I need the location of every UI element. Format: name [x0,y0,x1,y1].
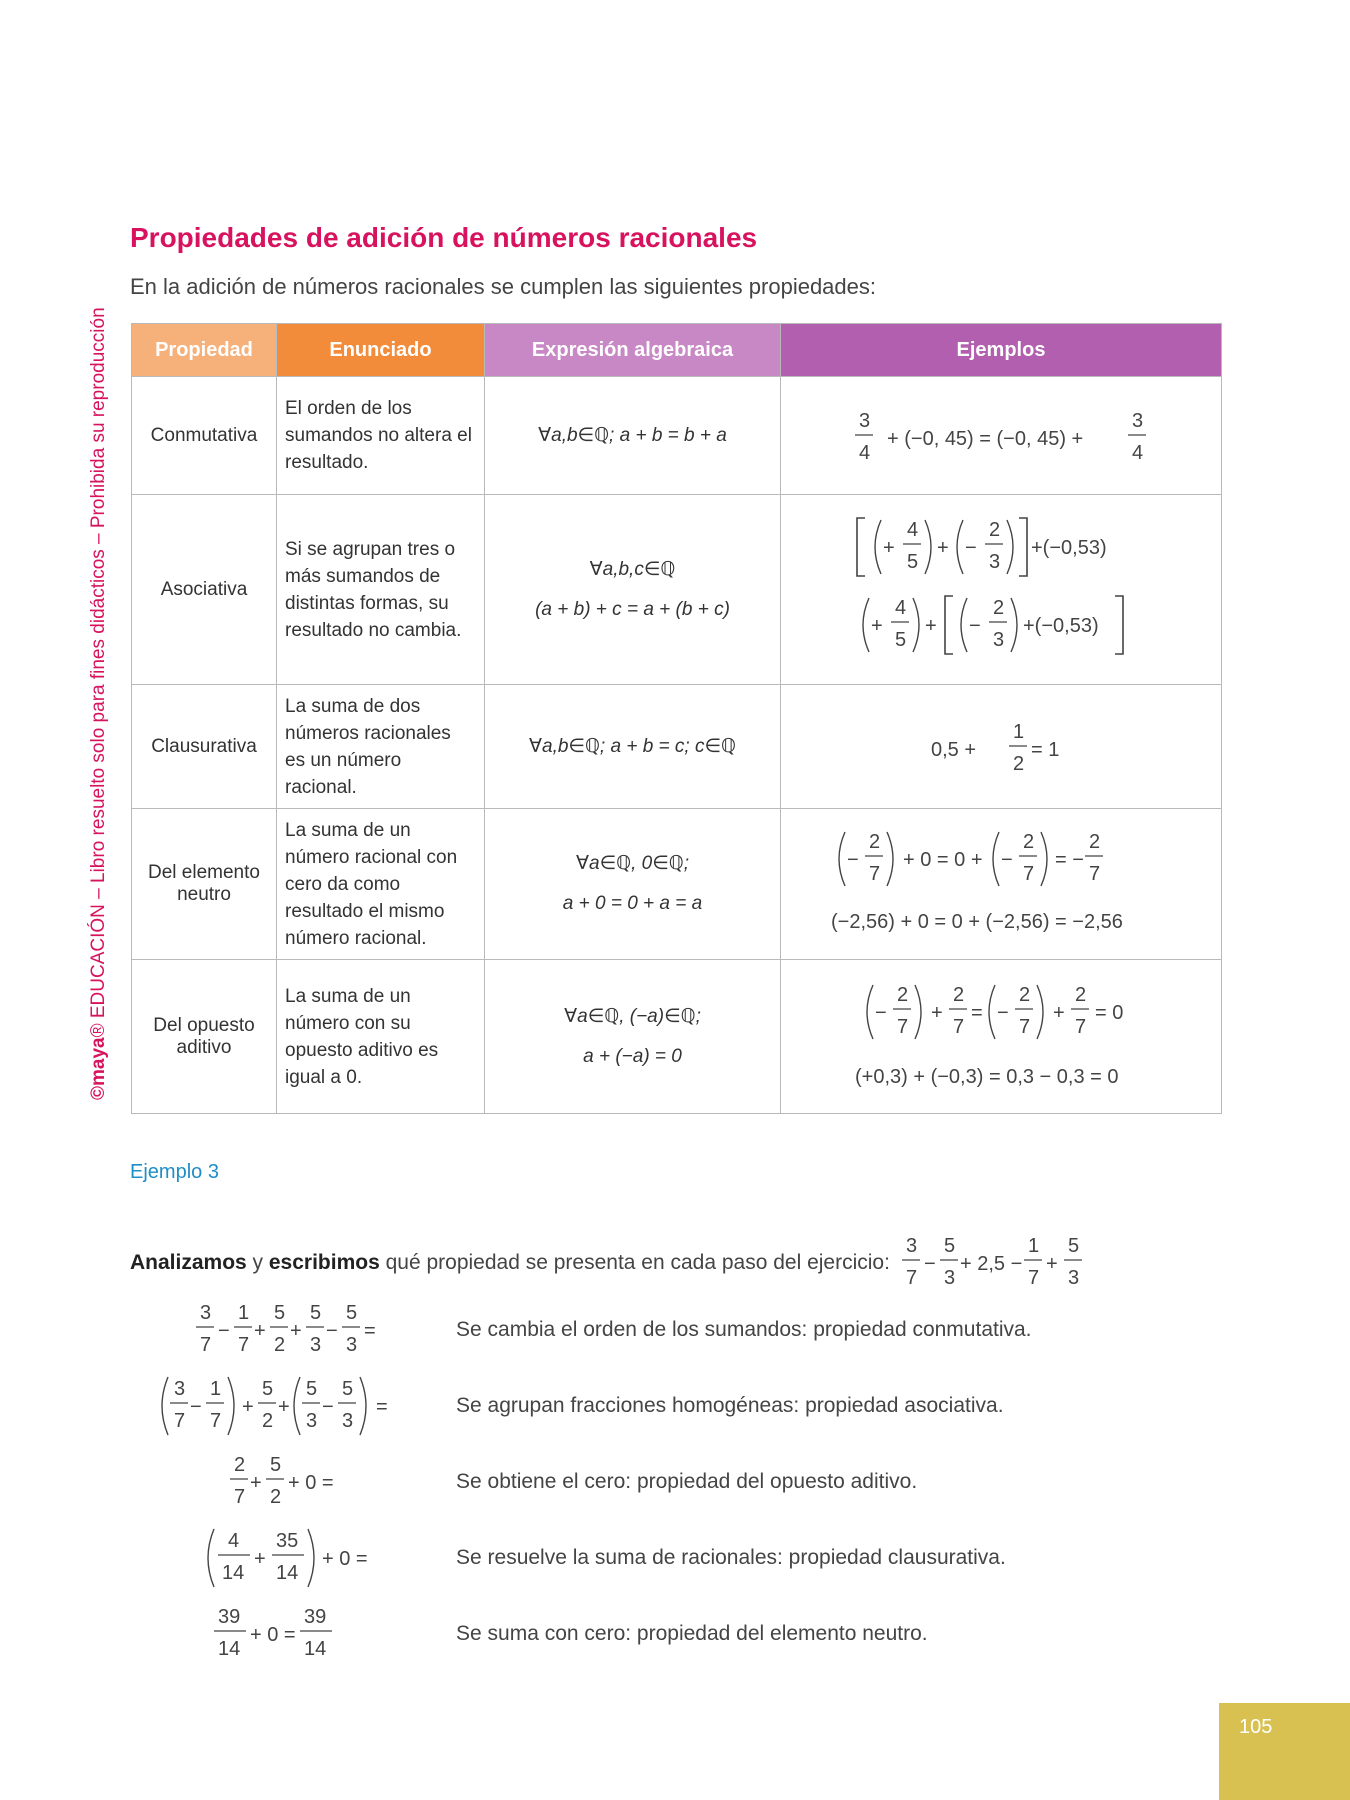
svg-text:+: + [278,1396,290,1418]
svg-text:5: 5 [270,1454,282,1476]
svg-text:1: 1 [1013,720,1025,743]
expression-line: (a + b) + c = a + (b + c) [535,598,730,620]
svg-text:7: 7 [1023,863,1035,885]
svg-text:7: 7 [905,1267,918,1289]
example-cell [781,377,1222,495]
svg-text:3: 3 [1067,1267,1080,1289]
svg-text:+: + [254,1548,266,1570]
svg-text:2: 2 [953,983,965,1006]
step-formula [150,1447,440,1517]
svg-text:3: 3 [943,1267,956,1289]
svg-text:3: 3 [905,1235,918,1257]
property-statement: La suma de un número racional con cero da como resultado el mismo número racional. [277,809,485,960]
example-label: Ejemplo 3 [130,1161,219,1183]
example-formula [851,977,1151,1097]
svg-text:=: = [364,1320,376,1342]
property-name: Clausurativa [132,685,277,809]
task-rest: qué propiedad se presenta en cada paso del ejercicio: [379,1251,890,1274]
svg-text:3: 3 [306,1410,318,1432]
svg-text:+: + [250,1472,262,1494]
svg-text:3: 3 [310,1334,322,1356]
svg-text:2: 2 [993,596,1005,619]
svg-text:5: 5 [895,628,907,651]
property-name: Del opuesto aditivo [132,960,277,1114]
header-ejemplos: Ejemplos [781,324,1222,377]
svg-text:14: 14 [222,1562,245,1584]
property-name: Asociativa [132,495,277,685]
svg-text:2: 2 [270,1486,282,1508]
svg-text:1: 1 [238,1302,250,1324]
example-formula [851,510,1151,670]
copyright-sidebar [88,307,110,1100]
svg-text:3: 3 [859,409,871,432]
property-statement: La suma de dos números racionales es un número racional. [277,685,485,809]
list-item [150,1371,1200,1447]
svg-text:+: + [254,1320,266,1342]
svg-text:−: − [190,1396,202,1418]
algebraic-expression [485,495,781,685]
svg-text:7: 7 [953,1015,965,1038]
task-bold-analizamos: Analizamos [130,1251,247,1274]
table-row [132,685,1222,809]
example-cell [781,809,1222,960]
svg-text:−: − [997,1001,1009,1024]
svg-text:4: 4 [859,441,871,464]
svg-text:0,5 +: 0,5 + [931,738,977,761]
task-expression [902,1228,1092,1298]
svg-text:7: 7 [1075,1015,1087,1038]
expression-line: a + 0 = 0 + a = a [562,893,703,914]
svg-text:+(−0,53): +(−0,53) [1031,536,1107,559]
svg-text:5: 5 [274,1302,286,1324]
svg-text:2: 2 [1019,983,1031,1006]
svg-text:+: + [925,614,937,637]
table-row [132,809,1222,960]
step-formula [150,1599,440,1669]
svg-text:+: + [883,536,895,559]
svg-text:+: + [290,1320,302,1342]
svg-text:7: 7 [200,1334,212,1356]
svg-text:5: 5 [943,1235,956,1257]
svg-text:3: 3 [200,1302,212,1324]
table-row [132,495,1222,685]
svg-text:+: + [937,536,949,559]
header-expresion: Expresión algebraica [485,324,781,377]
step-formula [150,1523,440,1593]
svg-text:7: 7 [174,1410,186,1432]
step-description: Se resuelve la suma de racionales: propiedad clausurativa. [456,1546,1006,1569]
svg-text:4: 4 [895,596,907,619]
example-formula [831,824,1171,944]
step-math [150,1371,440,1441]
step-math [150,1523,440,1593]
svg-text:+: + [931,1001,943,1024]
svg-text:2: 2 [869,831,881,853]
example-steps [150,1295,1200,1675]
algebraic-expression [485,377,781,495]
svg-text:−: − [875,1001,887,1024]
list-item [150,1599,1200,1675]
svg-text:+ 0 =: + 0 = [250,1624,296,1646]
properties-table [131,323,1222,1114]
svg-text:+ 0 = 0 +: + 0 = 0 + [903,849,983,871]
step-math [150,1295,440,1365]
svg-text:5: 5 [346,1302,358,1324]
algebraic-expression [485,960,781,1114]
svg-text:−: − [326,1320,338,1342]
property-name: Conmutativa [132,377,277,495]
svg-text:3: 3 [1132,409,1144,432]
svg-text:−: − [322,1396,334,1418]
svg-text:+: + [871,614,883,637]
step-description: Se obtiene el cero: propiedad del opuesto aditivo. [456,1470,918,1493]
page-number: 105 [1239,1716,1273,1738]
step-formula [150,1371,440,1441]
svg-text:(+0,3) + (−0,3) = 0,3 − 0,3 =: (+0,3) + (−0,3) = 0,3 − 0,3 = 0 [855,1065,1119,1088]
step-description: Se cambia el orden de los sumandos: propiedad conmutativa. [456,1318,1032,1341]
svg-text:14: 14 [218,1638,241,1660]
svg-text:2: 2 [234,1454,246,1476]
svg-text:5: 5 [907,550,919,573]
copyright-symbol: © [88,1086,109,1100]
step-formula [150,1295,440,1365]
expression-line: ∀a,b∈ℚ; a + b = b + a [538,424,727,446]
svg-text:−: − [1001,849,1013,871]
expression-line: ∀a∈ℚ, (−a)∈ℚ; [564,1005,701,1027]
expression-line: ∀a∈ℚ, 0∈ℚ; [576,853,689,874]
example-cell [781,960,1222,1114]
svg-text:−: − [923,1253,936,1275]
property-statement: La suma de un número con su opuesto aditivo es igual a 0. [277,960,485,1114]
svg-text:(−2,56) + 0 = 0 + (−2,56) = −2: (−2,56) + 0 = 0 + (−2,56) = −2,56 [831,911,1123,933]
example-task [130,1228,1092,1298]
header-propiedad: Propiedad [132,324,277,377]
example-cell [781,685,1222,809]
svg-text:1: 1 [1027,1235,1040,1257]
step-description: Se agrupan fracciones homogéneas: propiedad asociativa. [456,1394,1004,1417]
svg-text:+: + [1053,1001,1065,1024]
task-bold-escribimos: escribimos [268,1251,380,1274]
svg-text:+: + [242,1396,254,1418]
property-name: Del elemento neutro [132,809,277,960]
table-row [132,377,1222,495]
svg-text:5: 5 [342,1378,354,1400]
svg-text:−: − [965,536,977,559]
step-description: Se suma con cero: propiedad del elemento neutro. [456,1622,928,1645]
svg-text:= 1: = 1 [1031,738,1060,761]
svg-text:7: 7 [234,1486,246,1508]
svg-text:2: 2 [897,983,909,1006]
svg-text:4: 4 [228,1530,240,1552]
svg-text:2: 2 [989,518,1001,541]
example-cell [781,495,1222,685]
page-title: Propiedades de adición de números racionales [130,222,758,253]
expression-line: ∀a,b,c∈ℚ [589,558,676,580]
svg-text:+: + [1045,1253,1058,1275]
svg-text:2: 2 [1089,831,1101,853]
step-math [150,1599,440,1669]
table-header-row [132,324,1222,377]
svg-text:7: 7 [1027,1267,1040,1289]
svg-text:2: 2 [274,1334,286,1356]
svg-text:+ 0 =: + 0 = [288,1472,334,1494]
svg-text:7: 7 [238,1334,250,1356]
svg-text:5: 5 [262,1378,274,1400]
svg-text:39: 39 [304,1606,327,1628]
svg-text:5: 5 [1067,1235,1080,1257]
list-item [150,1523,1200,1599]
svg-text:3: 3 [346,1334,358,1356]
expression-line: ∀a,b∈ℚ; a + b = c; c∈ℚ [529,735,736,757]
svg-text:7: 7 [897,1015,909,1038]
svg-text:=: = [376,1396,388,1418]
svg-text:+ 2,5 −: + 2,5 − [959,1253,1023,1275]
svg-text:= 0: = 0 [1095,1001,1124,1024]
task-connector: y [246,1251,269,1274]
svg-text:+ (−0, 45) = (−0, 45) +: + (−0, 45) = (−0, 45) + [887,427,1084,450]
svg-text:7: 7 [210,1410,222,1432]
svg-text:3: 3 [993,628,1005,651]
svg-text:2: 2 [1075,983,1087,1006]
svg-text:5: 5 [306,1378,318,1400]
example-formula [931,712,1071,782]
header-enunciado: Enunciado [277,324,485,377]
svg-text:4: 4 [907,518,919,541]
svg-text:14: 14 [276,1562,299,1584]
table-row [132,960,1222,1114]
list-item [150,1295,1200,1371]
svg-text:4: 4 [1132,441,1144,464]
svg-text:=: = [971,1001,983,1024]
svg-text:39: 39 [218,1606,241,1628]
algebraic-expression [485,685,781,809]
task-text [130,1251,890,1275]
svg-text:3: 3 [174,1378,186,1400]
list-item [150,1447,1200,1523]
svg-text:35: 35 [276,1530,299,1552]
svg-text:1: 1 [210,1378,222,1400]
svg-text:2: 2 [262,1410,274,1432]
svg-text:7: 7 [1019,1015,1031,1038]
intro-text: En la adición de números racionales se cumplen las siguientes propiedades: [130,274,877,299]
svg-text:+(−0,53): +(−0,53) [1023,614,1099,637]
svg-text:2: 2 [1023,831,1035,853]
page-number-badge [1219,1703,1350,1800]
algebraic-expression [485,809,781,960]
svg-text:−: − [847,849,859,871]
svg-text:−: − [218,1320,230,1342]
property-statement: Si se agrupan tres o más sumandos de distintas formas, su resultado no cambia. [277,495,485,685]
svg-text:3: 3 [989,550,1001,573]
svg-text:2: 2 [1013,752,1025,775]
property-statement: El orden de los sumandos no altera el resultado. [277,377,485,495]
expression-line: a + (−a) = 0 [583,1045,682,1067]
copyright-notice: ® EDUCACIÓN – Libro resuelto solo para fines didácticos – Prohibida su reproducción [88,307,109,1038]
svg-text:7: 7 [869,863,881,885]
example-formula [851,401,1151,471]
svg-text:14: 14 [304,1638,327,1660]
step-math [150,1447,440,1517]
brand-logo-text: maya [88,1037,109,1086]
svg-text:= −: = − [1055,849,1084,871]
svg-text:5: 5 [310,1302,322,1324]
svg-text:−: − [969,614,981,637]
svg-text:7: 7 [1089,863,1101,885]
svg-text:3: 3 [342,1410,354,1432]
svg-text:+ 0 =: + 0 = [322,1548,368,1570]
